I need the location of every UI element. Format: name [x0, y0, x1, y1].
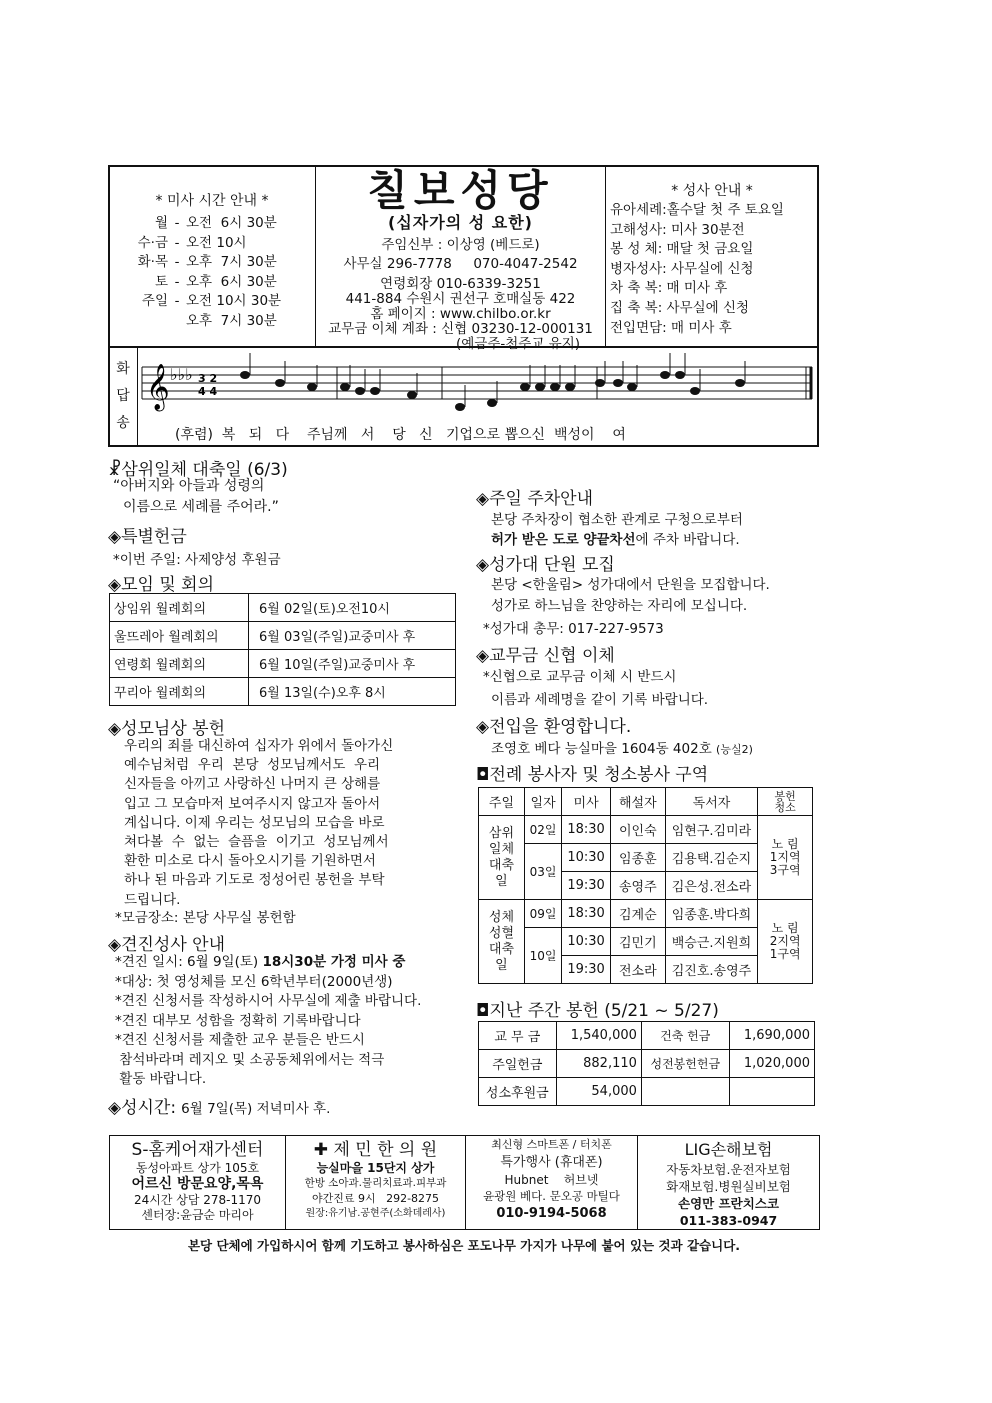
table-row: 10일 10:30 김민기 백승근.지원희: [479, 928, 813, 956]
statue-line: 예수님처럼 우리 본당 성모님께서도 우리: [124, 757, 381, 774]
psalm-lyric: (후렴) 복 되 다 주님께 서 당 신 기업으로 뽑으신 백성이 여: [175, 427, 626, 443]
music-note: [340, 383, 350, 391]
music-note: [627, 383, 637, 391]
parking-title: ◈주일 주차안내: [476, 489, 594, 509]
music-note: [735, 379, 745, 387]
statue-line: 쳐다볼 수 없는 슬픔을 이기고 성모님께서: [124, 834, 389, 851]
sacraments-list: [610, 201, 818, 338]
music-staff: [140, 352, 816, 422]
statue-text: [124, 737, 393, 910]
sacrament-row: 고해성사: 미사 30분전: [610, 221, 745, 238]
servers-header-row: 주일 일자 미사 해설자 독서자 봉헌 청소: [479, 788, 813, 816]
table-row: 성소후원금 54,000: [479, 1078, 815, 1106]
svg-text:4 4: 4 4: [198, 385, 218, 398]
music-note: [535, 383, 545, 391]
svg-text:♭♭♭: ♭♭♭: [170, 365, 193, 384]
music-note: [407, 391, 417, 399]
list-item: *견진 대부모 성함을 정확히 기록바랍니다: [115, 1012, 361, 1029]
music-note: [660, 371, 670, 379]
tithe-account: 교무금 이체 계좌 : 신협 03230-12-000131: [328, 321, 593, 337]
servers-table: [478, 787, 813, 984]
welcome-title: ◈전입을 환영합니다.: [476, 717, 632, 737]
table-row: 성체 성혈 대축일 09일 18:30 김계순 임종훈.박다희 노 림 2지역 1구역: [479, 900, 813, 928]
music-note: [355, 387, 365, 395]
holy-hour: ◈성시간: 6월 7일(목) 저녁미사 후.: [108, 1098, 331, 1118]
parking-text-1: 본당 주차장이 협소한 관계로 구청으로부터: [491, 512, 743, 528]
church-subtitle: (십자가의 성 요한): [388, 213, 533, 232]
church-name: 칠보성당: [367, 166, 554, 215]
psalm-divider: [137, 347, 138, 446]
mass-time-row: 수·금 - 오전 10시: [137, 234, 247, 251]
mass-time-row: 주일 - 오전 10시 30분: [141, 293, 282, 309]
music-note: [675, 371, 685, 379]
sacrament-row: 집 축 복: 사무실에 신청: [610, 299, 750, 316]
statue-line: 계십니다. 이제 우리는 성모님의 모습을 바로: [124, 814, 385, 831]
svg-text:𝄞: 𝄞: [146, 364, 170, 410]
special-offering-title: ◈특별헌금: [108, 527, 187, 547]
mass-time-row: 월 - 오전 6시 30분: [154, 215, 277, 231]
sacrament-row: 유아세례:홀수달 첫 주 토요일: [610, 202, 784, 218]
music-note: [613, 379, 623, 387]
mass-time-row: 토 - 오후 6시 30분: [154, 273, 277, 290]
tithe-text-2: 이름과 세례명을 같이 기록 바랍니다.: [491, 692, 709, 708]
music-note: [455, 403, 465, 411]
mass-time-row: 화·목 - 오후 7시 30분: [137, 254, 277, 270]
council-phone: 연령회장 010-6339-3251: [380, 276, 541, 292]
chi-rho-icon: ☧: [108, 460, 122, 480]
music-note: [690, 387, 700, 395]
statue-title: ◈성모님상 봉헌: [108, 719, 226, 739]
list-item: *견진 신청서를 작성하시어 사무실에 제출 바랍니다.: [115, 993, 422, 1009]
list-item: *견진 신청서를 제출한 교우 분들은 반드시: [115, 1032, 365, 1048]
mass-time-row: 오후 7시 30분: [186, 312, 277, 329]
special-offering-text: *이번 주일: 사제양성 후원금: [113, 552, 281, 568]
list-item: 참석바라며 레지오 및 소공동체위에서는 적극: [115, 1051, 385, 1068]
church-address: 441-884 수원시 권선구 호매실동 422: [345, 291, 576, 307]
table-row: 19:30 전소라 김진호.송영주: [479, 956, 813, 984]
meetings-table: [109, 593, 456, 706]
table-row: 19:30 송영주 김은성.전소라: [479, 872, 813, 900]
statue-place: *모금장소: 본당 사무실 봉헌함: [115, 910, 296, 926]
meetings-title: ◈모임 및 회의: [108, 575, 214, 595]
choir-text-2: 성가로 하느님을 찬양하는 자리에 모십니다.: [491, 598, 748, 614]
list-item: *대상: 첫 영성체를 모신 6학년부터(2000년생): [115, 973, 393, 990]
music-note: [550, 383, 560, 391]
mass-times-title: * 미사 시간 안내 *: [155, 193, 269, 209]
music-note: [595, 379, 605, 387]
list-item: *견진 일시: 6월 9일(토) 18시30분 가정 미사 중: [115, 954, 406, 970]
choir-contact: *성가대 총무: 017-227-9573: [483, 621, 664, 637]
list-item: 활동 바랍니다.: [115, 1071, 207, 1087]
account-holder: (예금주-천주교 유지): [456, 336, 581, 352]
statue-line: 환한 미소로 다시 돌아오시기를 기원하면서: [124, 853, 376, 870]
office-phone: 사무실 296-7778 070-4047-2542: [343, 256, 578, 272]
music-note: [307, 383, 317, 391]
table-row: 삼위 일체 대축일 02일 18:30 이인숙 임현구.김미라 노 림 1지역 3구역: [479, 816, 813, 844]
confirmation-title: ◈견진성사 안내: [108, 935, 226, 955]
pastor: 주임신부 : 이상영 (베드로): [381, 237, 540, 253]
parking-text-2: 허가 받은 도로 양끝차선에 주차 바랍니다.: [491, 532, 740, 548]
music-note: [487, 399, 497, 407]
music-note: [520, 383, 530, 391]
music-note: [370, 387, 380, 395]
table-row: 교 무 금 1,540,000 건축 헌금 1,690,000: [479, 1022, 815, 1050]
confirmation-list: [115, 953, 421, 1090]
table-row: 울뜨레아 월례회의 6월 03일(주일)교중미사 후: [110, 622, 456, 650]
sacrament-row: 전입면담: 매 미사 후: [610, 319, 732, 336]
statue-line: 하나 된 마음과 기도로 정성어린 봉헌을 부탁: [124, 872, 385, 889]
feast-title: ☧삼위일체 대축일 (6/3): [108, 460, 288, 480]
ad-clinic: ✚ 제 민 한 의 원 능실마을 15단지 상가 한방 소아과.물리치료과.피부과 야간진료 9시 292-8275 원장:유기남.공현주(소화데레사): [304, 1140, 447, 1219]
feast-quote-2: 이름으로 세례를 주어라.”: [123, 499, 279, 515]
weekly-offering-title: ◘지난 주간 봉헌 (5/21 ~ 5/27): [476, 1001, 719, 1021]
sacrament-row: 봉 성 체: 매달 첫 금요일: [610, 241, 754, 258]
statue-line: 드립니다.: [124, 891, 181, 908]
sacrament-row: 차 축 복: 매 미사 후: [610, 280, 728, 297]
tithe-text-1: *신협으로 교무금 이체 시 반드시: [483, 669, 677, 685]
ad-insurance: LIG손해보험 자동차보험.운전자보험 화재보험.병원실비보험 손영만 프란치스코 011-383-0947: [666, 1140, 791, 1228]
ad-phone: 최신형 스마트폰 / 터치폰 특가행사 (휴대폰) Hubnet 허브넷 윤광원 베다. 문오공 마틸다 010-9194-5068: [483, 1138, 620, 1221]
psalm-label: 화 답 송: [116, 361, 130, 431]
table-row: 상임위 월례회의 6월 02일(토)오전10시: [110, 594, 456, 622]
servers-title: ◘전례 봉사자 및 청소봉사 구역: [476, 765, 709, 785]
feast-quote-1: “아버지와 아들과 성령의: [113, 478, 265, 494]
svg-text:3 2: 3 2: [198, 372, 218, 385]
table-row: 주일헌금 882,110 성전봉헌헌금 1,020,000: [479, 1050, 815, 1078]
sacrament-row: 병자성사: 사무실에 신청: [610, 260, 754, 277]
table-row: 03일 10:30 임종훈 김용택.김순지: [479, 844, 813, 872]
statue-line: 우리의 죄를 대신하여 십자가 위에서 돌아가신: [124, 738, 394, 754]
statue-line: 신자들을 아끼고 사랑하신 나머지 큰 상해를: [124, 776, 381, 793]
welcome-text: 조영호 베다 능실마을 1604동 402호 (능실2): [491, 741, 753, 757]
cross-icon: ✚: [313, 1140, 329, 1160]
music-note: [275, 379, 285, 387]
statue-line: 입고 그 모습마저 보여주시지 않고자 돌아서: [124, 795, 381, 812]
music-note: [565, 383, 575, 391]
homepage-link[interactable]: 홈 페이지 : www.chilbo.or.kr: [370, 306, 551, 322]
ad-homecare: S-홈케어재가센터 동성아파트 상가 105호 어르신 방문요양,목욕 24시간 상담 278-1170 센터장:윤금순 마리아: [131, 1140, 264, 1222]
choir-title: ◈성가대 단원 모집: [476, 555, 615, 575]
table-row: 꾸리아 월례회의 6월 13일(수)오후 8시: [110, 678, 456, 706]
footer-message: 본당 단체에 가입하시어 함께 기도하고 봉사하심은 포도나무 가지가 나무에 붙어 있는 것과 같습니다.: [187, 1238, 741, 1253]
tithe-title: ◈교무금 신협 이체: [476, 646, 615, 666]
music-note: [240, 371, 250, 379]
weekly-offering-table: [478, 1021, 815, 1106]
choir-text-1: 본당 <한울림> 성가대에서 단원을 모집합니다.: [491, 577, 770, 593]
mass-times-list: [112, 214, 312, 331]
table-row: 연령회 월례회의 6월 10일(주일)교중미사 후: [110, 650, 456, 678]
sacraments-title: * 성사 안내 *: [671, 183, 753, 199]
